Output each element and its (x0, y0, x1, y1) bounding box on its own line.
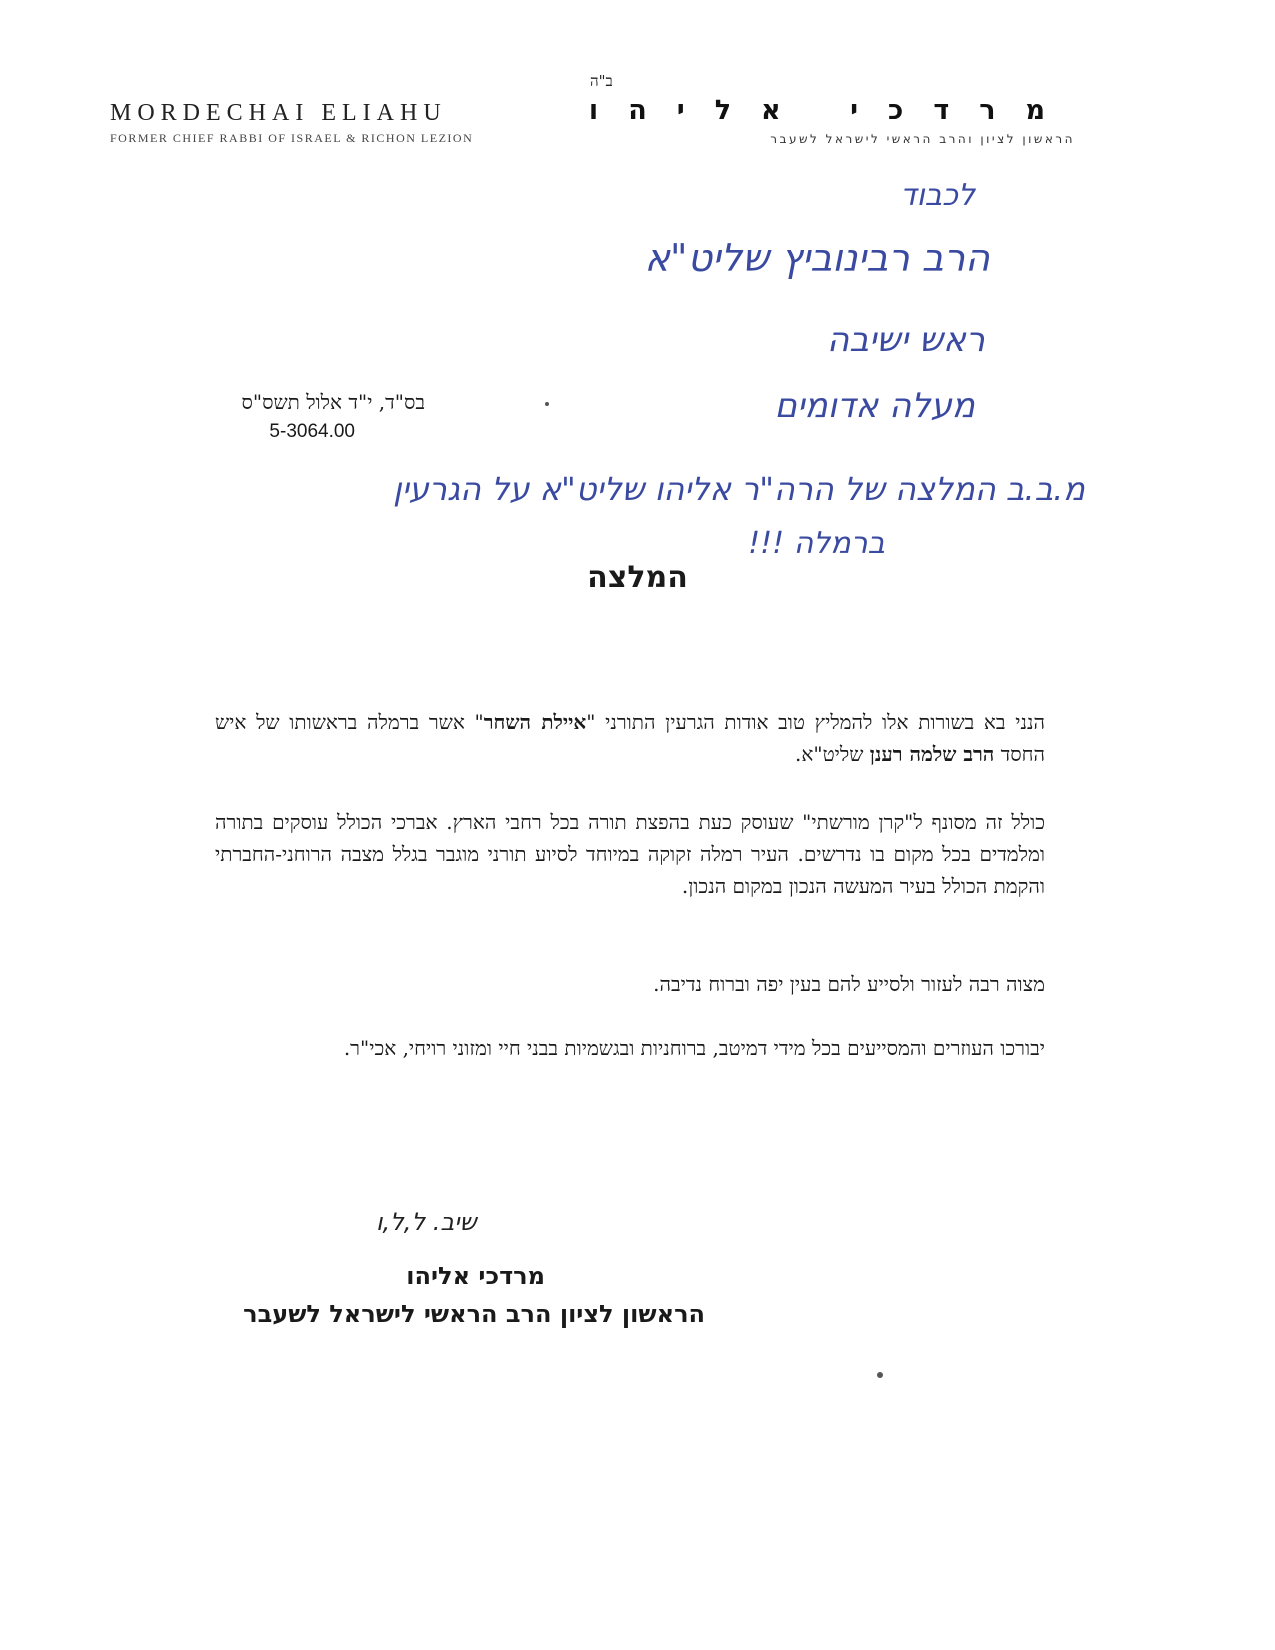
paragraph-4-text: יבורכו העוזרים והמסייעים בכל מידי דמיטב, ברוחניות ובגשמיות בבני חיי ומזוני רויחי, אכי"ר. (343, 1036, 1045, 1060)
date-block (242, 390, 425, 443)
handwritten-address-line-3: ראש ישיבה (827, 320, 985, 360)
handwritten-address-line-4: מעלה אדומים (774, 386, 975, 426)
paragraph-2 (215, 806, 1045, 902)
handwritten-note-line-2: ברמלה !!! (748, 526, 885, 561)
letterhead-english (110, 100, 473, 146)
reference-number: 5-3064.00 (269, 421, 355, 442)
scan-speck (877, 1372, 883, 1378)
title-hebrew: הראשון לציון והרב הראשי לישראל לשעבר (770, 132, 1075, 146)
name-hebrew: מרדכי אליהו (588, 95, 1075, 126)
signature-name: מרדכי אליהו (406, 1262, 545, 1290)
scan-speck (545, 402, 549, 406)
handwritten-address-line-2: הרב רבינוביץ שליט"א (644, 236, 990, 280)
title-english: FORMER CHIEF RABBI OF ISRAEL & RICHON LEZION (110, 131, 474, 145)
paragraph-2-text: כולל זה מסונף ל"קרן מורשתי" שעוסק כעת בהפצת תורה בכל רחבי הארץ. אברכי הכולל עוסקים בתורה ומלמדים בכל מקום בו נדרשים. העיר רמלה זקוקה במיוחד לסיוע תורני מוגבר בגלל מצבה הרוחני-החברתי והקמת הכולל בעיר המעשה הנכון במקום הנכון. (215, 810, 1045, 898)
document-heading: המלצה (587, 560, 688, 595)
paragraph-3-text: מצוה רבה לעזור ולסייע להם בעין יפה וברוח נדיבה. (653, 972, 1045, 996)
signature-title: הראשון לציון הרב הראשי לישראל לשעבר (243, 1300, 705, 1328)
paragraph-3 (215, 968, 1045, 1000)
paragraph-1 (215, 706, 1045, 770)
paragraph-1-text-b: " אשר ברמלה בראשותו של איש החסד (215, 710, 1045, 766)
signature-scribble: שיב. ל,ל,ו (376, 1208, 477, 1236)
handwritten-note-line-1: מ.ב.ב המלצה של הרה"ר אליהו שליט"א על הגרעין (392, 470, 1085, 508)
paragraph-1-bold-b: הרב שלמה רענן (869, 742, 995, 766)
paragraph-1-bold-a: איילת השחר (483, 710, 587, 734)
handwritten-address-line-1: לכבוד (900, 178, 975, 213)
paragraph-1-text-a: הנני בא בשורות אלו להמליץ טוב אודות הגרעין התורני " (586, 710, 1046, 734)
hebrew-date: בס"ד, י"ד אלול תשס"ס (241, 390, 425, 414)
name-english: MORDECHAI ELIAHU (110, 100, 447, 126)
bh-mark: ב"ה (590, 72, 613, 90)
paragraph-4 (215, 1032, 1045, 1064)
letterhead-hebrew (589, 95, 1075, 146)
paragraph-1-text-c: שליט"א. (795, 742, 870, 766)
